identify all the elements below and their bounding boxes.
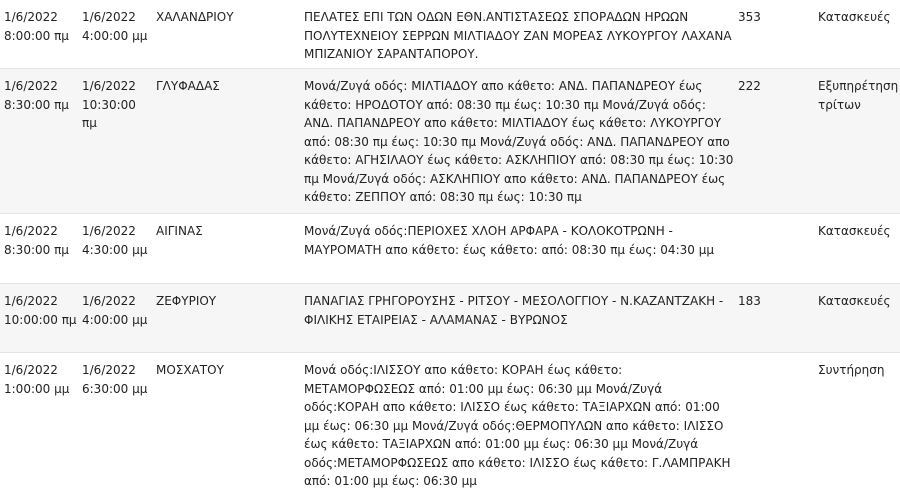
description-cell: ΠΑΝΑΓΙΑΣ ΓΡΗΓΟΡΟΥΣΗΣ - ΡΙΤΣΟΥ - ΜΕΣΟΛΟΓΓΙΟΥ - Ν.ΚΑΖΑΝΤΖΑΚΗ - ΦΙΛΙΚΗΣ ΕΤΑΙΡΕΙΑΣ - ΑΛΑΜΑΝΑΣ - ΒΥΡΩΝΟΣ (304, 294, 724, 327)
start-time-cell: 1/6/2022 8:30:00 πμ (4, 224, 69, 257)
description-cell: Μονά οδός:ΙΛΙΣΣΟΥ απο κάθετο: ΚΟΡΑΗ έως κάθετο: ΜΕΤΑΜΟΡΦΩΣΕΩΣ από: 01:00 μμ έως: 06:30 μμ Μονά/Ζυγά οδός:ΚΟΡΑΗ απο κάθετο: ΙΛΙΣΣΟ έως κάθετο: ΤΑΞΙΑΡΧΩΝ από: 01:00 μμ έως: 06:30 μμ Μονά/Ζυγά οδός:ΘΕΡΜΟΠΥΛΩΝ απο κάθετο: ΙΛΙΣΣΟ έως κάθετο: ΤΑΞΙΑΡΧΩΝ από: 01:00 μμ έως: 06:30 μμ Μονά/Ζυγά οδός:ΜΕΤΑΜΟΡΦΩΣΕΩΣ απο κάθετο: ΙΛΙΣΣΟ έως κάθετο: Γ.ΛΑΜΠΡΑΚΗ από: 01:00 μμ έως: 06:30 μμ (304, 363, 731, 488)
table-row (0, 284, 900, 353)
area-cell: ΓΛΥΦΑΔΑΣ (156, 79, 220, 93)
area-cell: ΖΕΦΥΡΙΟΥ (156, 294, 217, 308)
start-time-cell: 1/6/2022 10:00:00 πμ (4, 294, 77, 327)
table-row (0, 353, 900, 498)
table-row (0, 69, 900, 214)
description-cell: Μονά/Ζυγά οδός:ΠΕΡΙΟΧΕΣ ΧΛΟΗ ΑΡΦΑΡΑ - ΚΟΛΟΚΟΤΡΩΝΗ - ΜΑΥΡΟΜΑΤΗ απο κάθετο: έως κάθετο: από: 08:30 πμ έως: 04:30 μμ (304, 224, 714, 257)
customer-count-cell: 353 (738, 10, 761, 24)
start-time-cell: 1/6/2022 1:00:00 μμ (4, 363, 70, 396)
reason-cell: Κατασκευές (818, 10, 891, 24)
start-time-cell: 1/6/2022 8:30:00 πμ (4, 79, 69, 112)
area-cell: ΧΑΛΑΝΔΡΙΟΥ (156, 10, 234, 24)
area-cell: ΑΙΓΙΝΑΣ (156, 224, 203, 238)
table-row (0, 214, 900, 284)
end-time-cell: 1/6/2022 4:00:00 μμ (82, 10, 148, 43)
reason-cell: Κατασκευές (818, 224, 891, 238)
customer-count-cell: 183 (738, 294, 761, 308)
table-row (0, 0, 900, 69)
end-time-cell: 1/6/2022 6:30:00 μμ (82, 363, 148, 396)
start-time-cell: 1/6/2022 8:00:00 πμ (4, 10, 69, 43)
area-cell: ΜΟΣΧΑΤΟΥ (156, 363, 224, 377)
end-time-cell: 1/6/2022 4:30:00 μμ (82, 224, 148, 257)
customer-count-cell: 222 (738, 79, 761, 93)
description-cell: Μονά/Ζυγά οδός: ΜΙΛΤΙΑΔΟΥ απο κάθετο: ΑΝΔ. ΠΑΠΑΝΔΡΕΟΥ έως κάθετο: ΗΡΟΔΟΤΟΥ από: 08:30 πμ έως: 10:30 πμ Μονά/Ζυγά οδός: ΑΝΔ. ΠΑΠΑΝΔΡΕΟΥ απο κάθετο: ΜΙΛΤΙΑΔΟΥ έως κάθετο: ΛΥΚΟΥΡΓΟΥ από: 08:30 πμ έως: 10:30 πμ Μονά/Ζυγά οδός: ΑΝΔ. ΠΑΠΑΝΔΡΕΟΥ απο κάθετο: ΑΓΗΣΙΛΑΟΥ έως κάθετο: ΑΣΚΛΗΠΙΟΥ από: 08:30 πμ έως: 10:30 πμ Μονά/Ζυγά οδός: ΑΣΚΛΗΠΙΟΥ απο κάθετο: ΑΝΔ. ΠΑΠΑΝΔΡΕΟΥ έως κάθετο: ΖΕΠΠΟΥ από: 08:30 πμ έως: 10:30 πμ (304, 79, 734, 204)
description-cell: ΠΕΛΑΤΕΣ ΕΠΙ ΤΩΝ ΟΔΩΝ ΕΘΝ.ΑΝΤΙΣΤΑΣΕΩΣ ΣΠΟΡΑΔΩΝ ΗΡΩΩΝ ΠΟΛΥΤΕΧΝΕΙΟΥ ΣΕΡΡΩΝ ΜΙΛΤΙΑΔΟΥ ΖΑΝ ΜΟΡΕΑΣ ΛΥΚΟΥΡΓΟΥ ΛΑΧΑΝΑ ΜΠΙΖΑΝΙΟΥ ΣΑΡΑΝΤΑΠΟΡΟΥ. (304, 10, 732, 61)
end-time-cell: 1/6/2022 4:00:00 μμ (82, 294, 148, 327)
end-time-cell: 1/6/2022 10:30:00 πμ (82, 79, 136, 130)
reason-cell: Εξυπηρέτηση τρίτων (818, 79, 899, 112)
reason-cell: Συντήρηση (818, 363, 885, 377)
reason-cell: Κατασκευές (818, 294, 891, 308)
